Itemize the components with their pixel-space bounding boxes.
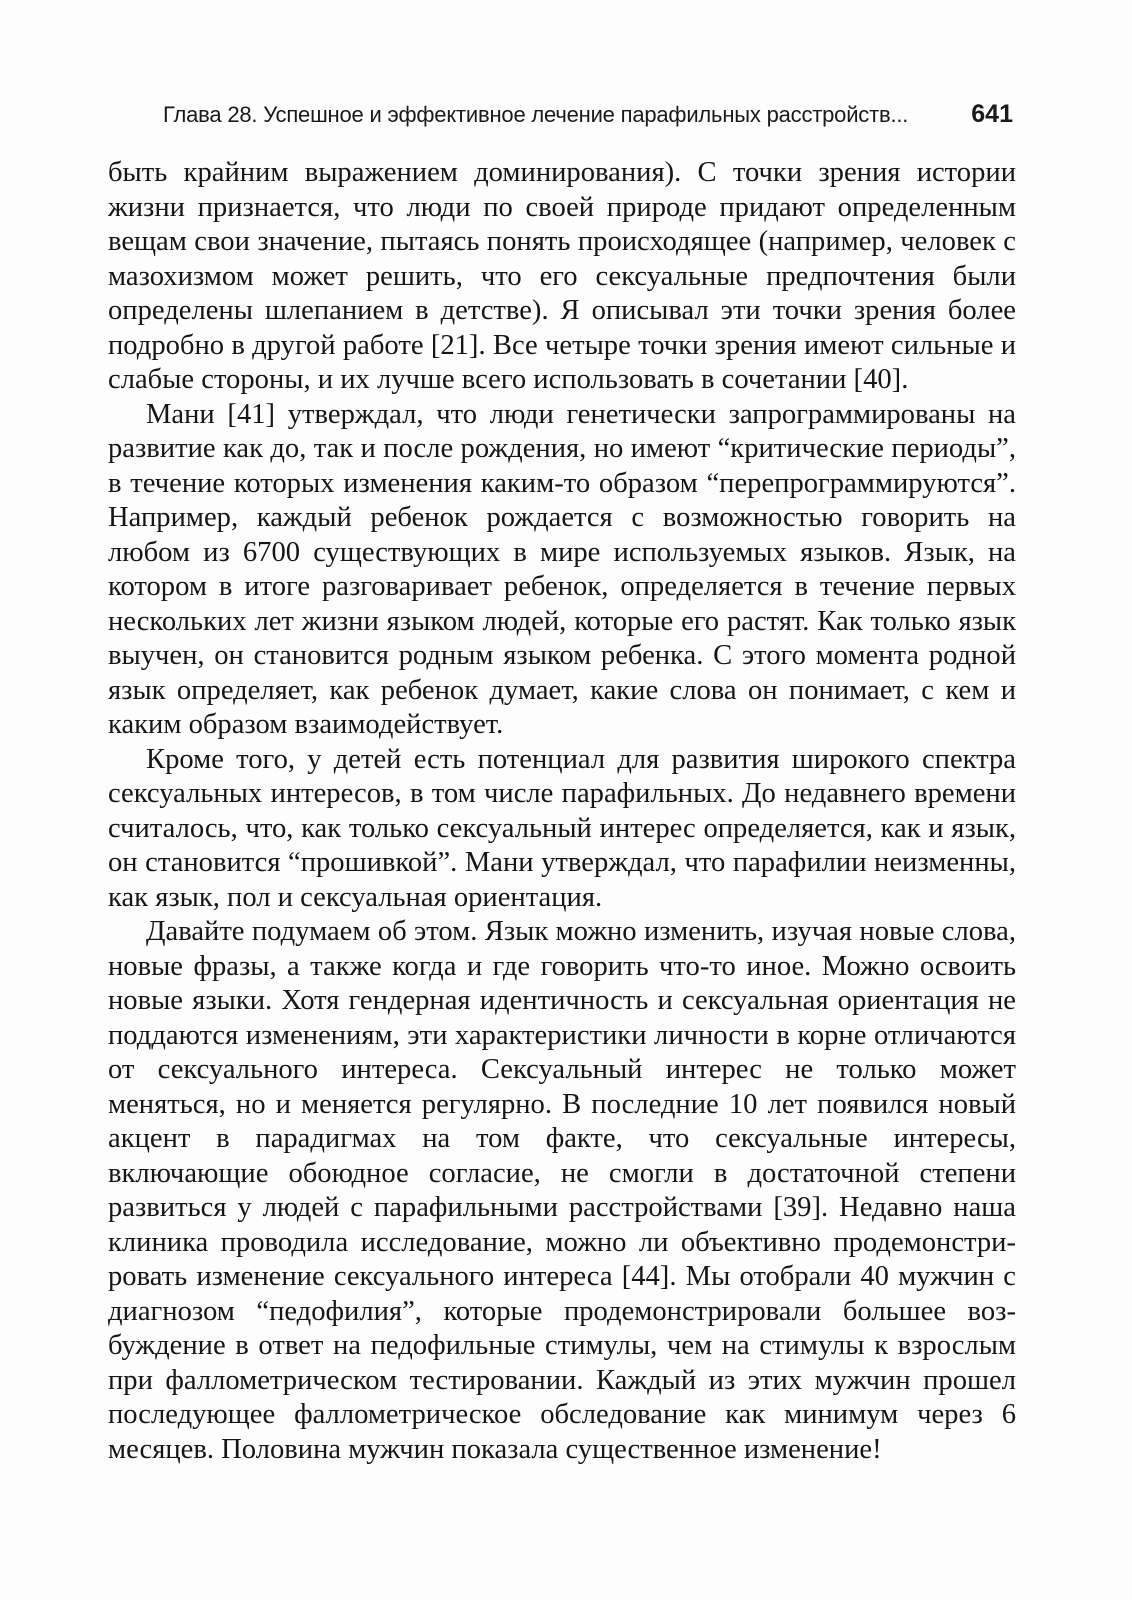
body-text <box>108 156 1016 1467</box>
page-number: 641 <box>971 100 1013 128</box>
paragraph: Давайте подумаем об этом. Язык можно изменить, изучая новые слова, новые фразы, а также когда и где говорить что-то иное. Можно освоить новые языки. Хотя гендерная идентичность и сексуальная ориентация не поддаются изменениям, эти характеристики личности в корне отличаются от сексуального интереса. Сексуальный интерес не только может меняться, но и меняется регулярно. В последние 10 лет появился новый акцент в парадигмах на том факте, что сексуальные интересы, включающие обоюдное согласие, не смогли в достаточной степени развиться у людей с парафильными расстройствами [39]. Недавно наша клиника проводила исследование, можно ли объективно продемонстрировать изменение сексуального интереса [44]. Мы отобрали 40 мужчин с диагнозом “педофилия”, которые продемонстрировали большее возбуждение в ответ на педофильные стимулы, чем на стимулы к взрослым при фаллометрическом тестировании. Каждый из этих мужчин прошел последующее фаллометрическое обследование как минимум через 6 месяцев. Половина мужчин показала существенное изменение! <box>108 916 1016 1465</box>
paragraph: Мани [41] утверждал, что люди генетически запрограммированы на развитие как до, так и после рождения, но имеют “критические периоды”, в течение которых изменения каким-то образом “перепрограммируются”. Например, каждый ребенок рождается с возможностью говорить на любом из 6700 существующих в мире используемых языков. Язык, на котором в итоге разговаривает ребенок, определяется в течение первых нескольких лет жизни языком людей, которые его растят. Как только язык выучен, он становится родным языком ребенка. С этого момента родной язык определяет, как ребенок думает, какие слова он понимает, с кем и каким образом взаимодействует. <box>108 398 1016 740</box>
paragraph: Кроме того, у детей есть потенциал для развития широкого спектра сексуальных интересов, в том числе парафильных. До недавнего времени считалось, что, как только сексуальный интерес определяется, как и язык, он становится “прошивкой”. Мани утверждал, что парафилии неизменны, как язык, пол и сексуальная ориентация. <box>108 743 1016 913</box>
chapter-running-title: Глава 28. Успешное и эффективное лечение парафильных расстройств... <box>163 102 909 127</box>
running-head <box>163 100 1013 140</box>
paragraph-continued: быть крайним выражением доминирования). С точки зрения истории жизни признается, что люди по своей природе придают определенным вещам свои значение, пытаясь понять происходящее (например, человек с мазохизмом может решить, что его сексуальные предпочтения были определены шлепанием в детстве). Я описывал эти точки зрения более подробно в другой работе [21]. Все четыре точки зрения имеют сильные и слабые стороны, и их лучше всего использовать в сочетании [40]. <box>108 157 1016 395</box>
